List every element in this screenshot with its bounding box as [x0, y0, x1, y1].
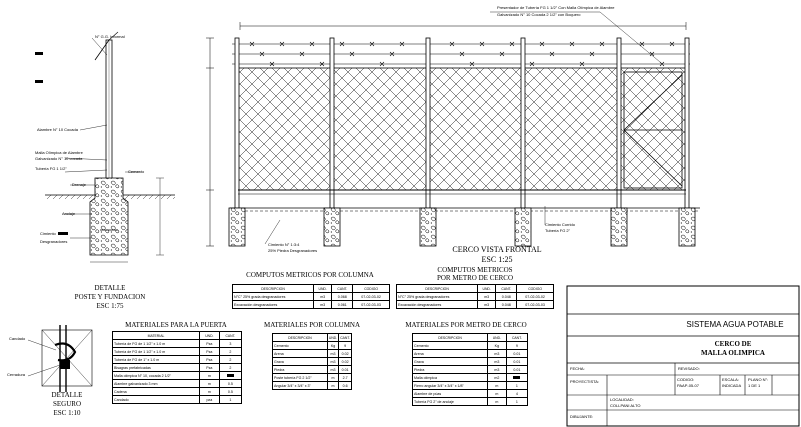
note-lock-1: Candado: [9, 336, 26, 341]
table-cell: m3: [488, 366, 507, 374]
title-block-drawing-2: MALLA OLIMPICA: [701, 349, 765, 357]
table-cell: m: [327, 374, 338, 382]
note-drain: Drenaje: [72, 182, 87, 187]
table-cell: 0.01: [339, 366, 352, 374]
table-cell: m3: [327, 350, 338, 358]
filled-block-mark: [227, 374, 234, 377]
mat-metro-table: [412, 333, 528, 406]
table-header: CANT.: [506, 334, 527, 342]
table-cell: 1: [506, 398, 527, 406]
mat-metro-title: MATERIALES POR METRO DE CERCO: [405, 321, 527, 329]
title-front-view-scale: ESC 1:25: [481, 255, 513, 264]
table-row: [413, 390, 528, 398]
note-found: Cimiento: [40, 231, 56, 236]
title-block-codigo: CODIGO:: [677, 377, 695, 382]
table-cell: Grava: [413, 358, 488, 366]
table-row: [413, 358, 528, 366]
table-cell: 0.01: [506, 350, 527, 358]
table-row: [233, 301, 390, 309]
table-cell: m: [488, 398, 507, 406]
title-block-drawing: CERCO DE: [714, 340, 752, 348]
table-row: [233, 293, 390, 301]
mat-columna-table: [272, 333, 352, 390]
table-cell: 3: [219, 340, 241, 348]
table-header: MATERIAL: [113, 332, 200, 340]
table-row: [413, 342, 528, 350]
table-cell: Grava: [273, 358, 328, 366]
table-cell: m: [200, 388, 220, 396]
table-row: [113, 364, 242, 372]
table-cell: [219, 372, 241, 380]
table-cell: 1: [506, 382, 527, 390]
table-cell: m3: [314, 293, 332, 301]
table-header: UND.: [314, 285, 332, 293]
note-top-wire: Galvanizado N° 10 Cocada 2 1/2" con Boquero: [497, 12, 581, 17]
computos-columna-title: COMPUTOS METRICOS POR COLUMNA: [246, 271, 374, 279]
table-header: UND.: [488, 334, 507, 342]
front-view-fence: [206, 12, 700, 246]
table-cell: [506, 374, 527, 382]
table-cell: 0.01: [506, 358, 527, 366]
table-cell: Poste tubería FG 2 1/2": [273, 374, 328, 382]
table-cell: 2: [219, 348, 241, 356]
note-ng: N° G.G. Informal: [95, 34, 125, 39]
table-cell: Fierro angular 3/4" x 3/4" x 1/8": [413, 382, 488, 390]
table-cell: Candado: [113, 396, 200, 404]
table-cell: 0.02: [339, 350, 352, 358]
title-block-plano: PLANO N°:: [748, 377, 769, 382]
table-cell: Cemento: [273, 342, 328, 350]
title-detail-post: DETALLE: [94, 284, 126, 292]
mat-puerta-title: MATERIALES PARA LA PUERTA: [125, 321, 227, 329]
computos-metro-title: COMPUTOS METRICOS: [437, 266, 513, 274]
table-cell: Arena: [413, 350, 488, 358]
table-row: [273, 366, 352, 374]
table-header: CANT.: [219, 332, 241, 340]
lock-detail: [28, 325, 92, 392]
title-block-proyectista: PROYECTISTA:: [570, 379, 600, 384]
note-gate: Cimiento Corrido: [545, 222, 576, 227]
table-header: DESCRIPCION: [397, 285, 478, 293]
title-block-localidad: LOCALIDAD:: [610, 397, 634, 402]
table-cell: 0.048: [496, 293, 517, 301]
note-mix: Cimiento N° 1:3:4: [268, 242, 300, 247]
table-cell: Tubería de FG de 1 1/2" x 1.0 m: [113, 348, 200, 356]
table-cell: m: [488, 390, 507, 398]
table-header: UND.: [328, 335, 338, 340]
table-cell: Kg: [327, 342, 338, 350]
table-cell: Piedra: [413, 366, 488, 374]
title-detail-post-scale: ESC 1:75: [96, 302, 124, 310]
table-cell: N°C° 25% grada desgranadores: [233, 293, 314, 301]
note-pipe: Tubería FG 1 1/2": [35, 166, 67, 171]
table-cell: Angular 3/4" x 3/4" x 3": [273, 382, 328, 390]
table-cell: Tubería de FG de 1" x 1.0 m: [113, 356, 200, 364]
table-cell: Excavación desgranadores: [233, 301, 314, 309]
table-cell: 0.061: [332, 301, 353, 309]
table-cell: N°C° 25% grada desgranadores: [397, 293, 478, 301]
title-block-dibujante: DIBUJANTE:: [570, 414, 594, 419]
table-cell: m3: [478, 293, 496, 301]
table-header: DESCRIPCION: [413, 334, 488, 342]
table-cell: Pza: [200, 348, 220, 356]
note-mix-2: 25% Piedra Desgranadores: [268, 248, 318, 253]
table-row: [413, 366, 528, 374]
table-cell: 07-02-03-02: [353, 293, 390, 301]
table-cell: 2: [219, 364, 241, 372]
note-concrete: Cemento: [128, 169, 145, 174]
table-cell: m3: [478, 301, 496, 309]
note-wire: Alambre N° 10 Cocada: [37, 127, 78, 132]
table-row: [413, 350, 528, 358]
table-cell: Cadena: [113, 388, 200, 396]
table-header: CODIGO: [517, 285, 554, 293]
table-cell: m3: [327, 366, 338, 374]
table-cell: 0.6: [339, 382, 352, 390]
table-header: DESCRIPCION: [233, 285, 314, 293]
title-detail-lock-scale: ESC 1:10: [53, 409, 81, 417]
table-row: [113, 380, 242, 388]
note-found-dim: Desgranadores: [40, 239, 68, 244]
mat-puerta-table: [112, 331, 242, 404]
table-header: CANT.: [496, 285, 517, 293]
note-gate-2: Tubería FG 2": [545, 228, 571, 233]
table-cell: Arena: [273, 350, 328, 358]
table-row: [397, 293, 554, 301]
title-front-view: CERCO VISTA FRONTAL: [452, 245, 542, 254]
table-cell: 2.7: [339, 374, 352, 382]
table-row: [113, 340, 242, 348]
table-row: [113, 388, 242, 396]
table-cell: Alambre galvanizado 3 mm: [113, 380, 200, 388]
computos-metro-table: [396, 284, 554, 309]
table-cell: m3: [314, 301, 332, 309]
title-detail-lock: DETALLE: [51, 391, 83, 399]
table-cell: 1: [219, 396, 241, 404]
table-row: [273, 342, 352, 350]
table-cell: 0.048: [496, 301, 517, 309]
title-block-system: SISTEMA AGUA POTABLE: [686, 320, 784, 329]
table-cell: 07-02-03-02: [517, 293, 554, 301]
table-cell: 0.5: [219, 388, 241, 396]
note-depth: Anclaje: [62, 211, 76, 216]
table-header: UND.: [200, 332, 220, 340]
table-cell: Tubería FG 2" de anclaje: [413, 398, 488, 406]
table-header: CANT.: [332, 285, 353, 293]
table-header: DESCRIPCION: [273, 334, 328, 342]
table-cell: m3: [488, 350, 507, 358]
table-cell: 9: [339, 342, 352, 350]
table-row: [273, 350, 352, 358]
post-foundation-detail: [35, 32, 175, 262]
table-cell: 0.02: [339, 358, 352, 366]
table-header: CANT.: [340, 335, 350, 340]
table-row: [273, 374, 352, 382]
table-cell: m: [200, 380, 220, 388]
table-cell: Excavación desgranadores: [397, 301, 478, 309]
table-cell: Malla olímpica N° 10, cocada 2 1/2": [113, 372, 200, 380]
table-row: [413, 398, 528, 406]
table-cell: Bisagras prefabricadas: [113, 364, 200, 372]
table-cell: Kg: [488, 342, 507, 350]
table-cell: Malla olímpica: [413, 374, 488, 382]
table-row: [273, 382, 352, 390]
table-cell: Pza: [200, 364, 220, 372]
title-block-codigo-val: PAAP-05-07: [677, 383, 699, 388]
table-cell: 2: [219, 356, 241, 364]
table-cell: m3: [488, 358, 507, 366]
table-cell: m: [327, 382, 338, 390]
table-cell: m3: [327, 358, 338, 366]
title-block-fecha: FECHA:: [570, 366, 585, 371]
note-top-mesh: Presentador de Tubería FG 1 1/2" Con Malla Olímpica de Alambre: [497, 5, 615, 10]
table-cell: Pza: [200, 340, 220, 348]
table-row: [113, 348, 242, 356]
table-cell: Alambre de púas: [413, 390, 488, 398]
note-mesh: Malla Olímpica de Alambre: [35, 150, 83, 155]
table-cell: 07-02-03-03: [517, 301, 554, 309]
table-header: UND.: [478, 285, 496, 293]
table-cell: 0.01: [506, 366, 527, 374]
table-cell: Tubería de FG de 1 1/2" x 1.0 m: [113, 340, 200, 348]
title-block-escala: ESCALA:: [722, 377, 739, 382]
table-cell: m2: [488, 374, 507, 382]
table-row: [113, 396, 242, 404]
table-header: CODIGO: [353, 285, 390, 293]
note-mesh-2: Galvanizado N° 10 cocada: [35, 156, 83, 161]
table-row: [397, 301, 554, 309]
table-row: [413, 374, 528, 382]
note-lock-2: Cerradura: [7, 372, 26, 377]
table-cell: Cemento: [413, 342, 488, 350]
title-block-escala-val: INDICADA: [722, 383, 742, 388]
title-detail-lock-2: SEGURO: [52, 400, 82, 408]
table-cell: 9: [506, 342, 527, 350]
table-cell: 4: [506, 390, 527, 398]
table-row: [413, 382, 528, 390]
table-cell: pza: [200, 396, 220, 404]
table-cell: m: [200, 372, 220, 380]
title-block-localidad-val: COLLPANI ALTO: [610, 403, 641, 408]
table-row: [273, 358, 352, 366]
table-cell: Piedra: [273, 366, 328, 374]
title-block-revisado: REVISADO:: [678, 366, 700, 371]
table-row: [113, 356, 242, 364]
table-cell: 0.068: [332, 293, 353, 301]
table-row: [113, 372, 242, 380]
table-cell: 0.5: [219, 380, 241, 388]
filled-block-mark: [513, 376, 520, 379]
mat-columna-title: MATERIALES POR COLUMNA: [263, 321, 361, 329]
title-block-plano-val: 1 DE 1: [748, 383, 761, 388]
table-cell: 07-02-03-03: [353, 301, 390, 309]
computos-columna-table: [232, 284, 390, 309]
table-cell: Pza: [200, 356, 220, 364]
computos-metro-title-2: POR METRO DE CERCO: [436, 274, 514, 282]
title-detail-post-2: POSTE Y FUNDACION: [74, 293, 146, 301]
table-cell: m: [488, 382, 507, 390]
